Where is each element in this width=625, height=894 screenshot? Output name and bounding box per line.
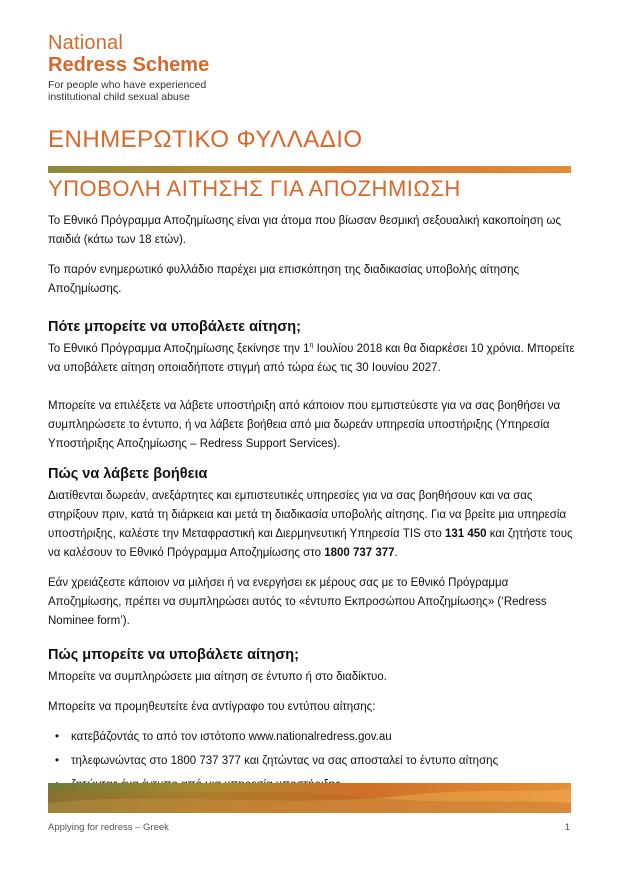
- footer-decorative-band: [48, 783, 571, 813]
- logo-national: National: [48, 32, 123, 54]
- help-paragraph-1: Διατίθενται δωρεάν, ανεξάρτητες και εμπιστευτικές υπηρεσίες για να σας βοηθήσουν και να σας στηρίξουν πριν, κατά τη διάρκεια και μετά τη διαδικασία υποβολής αίτησης. Για να βρείτε μια υπηρεσία υποστήριξης, καλέστε την Μεταφραστική και Διερμηνευτική Υπηρεσία TIS στο 131 450 και ζητήστε τους να καλέσουν το Εθνικό Πρόγραμμα Αποζημίωσης στο 1800 737 377.: [48, 490, 573, 559]
- document-title: ΥΠΟΒΟΛΗ ΑΙΤΗΣΗΣ ΓΙΑ ΑΠΟΖΗΜΙΩΣΗ: [48, 176, 461, 201]
- section-heading-when: Πότε μπορείτε να υποβάλετε αίτηση;: [48, 319, 301, 335]
- apply-paragraph-1: Μπορείτε να συμπληρώσετε μια αίτηση σε έντυπο ή στο διαδίκτυο.: [48, 671, 387, 683]
- when-paragraph-2: Μπορείτε να επιλέξετε να λάβετε υποστήριξη από κάποιον που εμπιστεύεστε για να σας βοηθήσει να συμπληρώσετε το έντυπο, ή να λάβετε βοήθεια από μια δωρεάν υπηρεσία υποστήριξης (Υπηρεσία Υποστήριξης Αποζημίωσης – Redress Support Services).: [48, 400, 561, 450]
- footer-document-label: Applying for redress – Greek: [48, 822, 169, 833]
- page-number: 1: [564, 822, 570, 833]
- section-heading-apply: Πώς μπορείτε να υποβάλετε αίτηση;: [48, 647, 299, 663]
- tis-phone-number: 131 450: [444, 528, 487, 540]
- logo-redress-scheme: Redress Scheme: [48, 54, 210, 76]
- logo: [48, 32, 209, 103]
- list-item: • τηλεφωνώντας στο 1800 737 377 και ζητώντας να σας αποσταλεί το έντυπο αίτησης: [48, 752, 578, 771]
- apply-paragraph-2: Μπορείτε να προμηθευτείτε ένα αντίγραφο του εντύπου αίτησης:: [48, 701, 376, 713]
- section-heading-help: Πώς να λάβετε βοήθεια: [48, 466, 208, 482]
- intro-paragraph-1: Το Εθνικό Πρόγραμμα Αποζημίωσης είναι για άτομα που βίωσαν θεσμική σεξουαλική κακοποίηση ως παιδιά (κάτω των 18 ετών).: [48, 215, 562, 246]
- list-item: • κατεβάζοντάς το από τον ιστότοπο www.nationalredress.gov.au: [48, 728, 578, 747]
- logo-tagline-1: For people who have experienced: [48, 79, 207, 91]
- logo-tagline-2: institutional child sexual abuse: [48, 91, 190, 103]
- help-paragraph-2: Εάν χρειάζεστε κάποιον να μιλήσει ή να ενεργήσει εκ μέρους σας με το Εθνικό Πρόγραμμα Αποζημίωσης, πρέπει να συμπληρώσει αυτός το «έντυπο Εκπροσώπου Αποζημίωσης» (‘Redress Nominee form’).: [48, 577, 547, 627]
- when-paragraph-1: Το Εθνικό Πρόγραμμα Αποζημίωσης ξεκίνησε την $1^\eta$ Ιουλίου 2018 και θα διαρκέσει 10 χρόνια. Μπορείτε να υποβάλετε αίτηση οποιαδήποτε στιγμή από τώρα έως τις 30 Ιουνίου 2027.: [48, 342, 575, 374]
- document-body: [48, 212, 578, 800]
- document-type: ΕΝΗΜΕΡΩΤΙΚΟ ΦΥΛΛΑΔΙΟ: [48, 126, 363, 153]
- intro-paragraph-2: Το παρόν ενημερωτικό φυλλάδιο παρέχει μια επισκόπηση της διαδικασίας υποβολής αίτησης Αποζημίωσης.: [48, 264, 520, 295]
- redress-phone-number: 1800 737 377: [324, 547, 395, 559]
- title-divider-bar: [48, 166, 571, 173]
